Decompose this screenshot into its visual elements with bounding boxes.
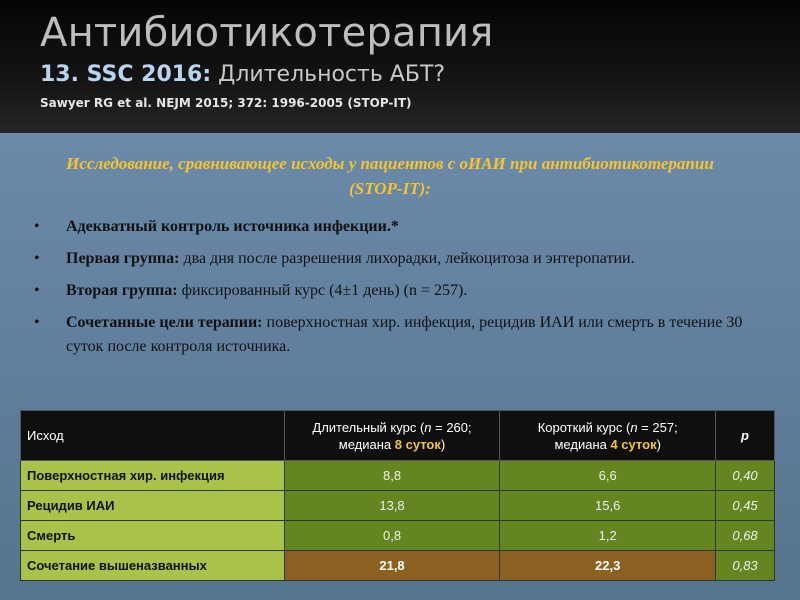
row-short-value: 6,6 bbox=[500, 461, 716, 491]
row-p-value: 0,68 bbox=[716, 521, 775, 551]
row-long-value: 21,8 bbox=[284, 551, 500, 581]
bullet-item bbox=[30, 279, 750, 303]
bullet-bold: Вторая группа: bbox=[66, 282, 178, 299]
row-p-value: 0,83 bbox=[716, 551, 775, 581]
table-row bbox=[21, 491, 775, 521]
results-table bbox=[20, 410, 775, 581]
table-row bbox=[21, 461, 775, 491]
row-long-value: 8,8 bbox=[284, 461, 500, 491]
row-label: Поверхностная хир. инфекция bbox=[21, 461, 285, 491]
row-p-value: 0,45 bbox=[716, 491, 775, 521]
table-row bbox=[21, 551, 775, 581]
row-short-value: 1,2 bbox=[500, 521, 716, 551]
row-short-value: 22,3 bbox=[500, 551, 716, 581]
bullet-item bbox=[30, 311, 750, 359]
row-long-value: 0,8 bbox=[284, 521, 500, 551]
study-heading: Исследование, сравнивающее исходы у пациентов с оИАИ при антибиотикотерапии (STOP-IT): bbox=[66, 154, 714, 198]
bullet-bold: Первая группа: bbox=[66, 250, 180, 267]
citation: Sawyer RG et al. NEJM 2015; 372: 1996-2005 (STOP-IT) bbox=[40, 96, 412, 110]
slide-subtitle bbox=[40, 62, 445, 87]
row-label: Рецидив ИАИ bbox=[21, 491, 285, 521]
header-short-course: Короткий курс (n = 257; медиана 4 суток) bbox=[500, 411, 716, 461]
bullet-bold: Адекватный контроль источника инфекции.* bbox=[66, 218, 399, 235]
bullet-text: поверхностная хир. инфекция, рецидив ИАИ или смерть в течение 30 суток после контроля источника. bbox=[66, 314, 743, 355]
slide-body bbox=[0, 133, 800, 600]
header-p: p bbox=[716, 411, 775, 461]
header-outcome: Исход bbox=[21, 411, 285, 461]
row-label: Сочетание вышеназванных bbox=[21, 551, 285, 581]
bullet-text: два дня после разрешения лихорадки, лейкоцитоза и энтеропатии. bbox=[179, 250, 635, 267]
subtitle-number: 13. SSC 2016: bbox=[40, 62, 212, 87]
header-long-course: Длительный курс (n = 260; медиана 8 суток) bbox=[284, 411, 500, 461]
table-header-row bbox=[21, 411, 775, 461]
bullet-text: фиксированный курс (4±1 день) (n = 257). bbox=[177, 282, 468, 299]
row-p-value: 0,40 bbox=[716, 461, 775, 491]
bullet-dot-icon: • bbox=[34, 314, 40, 331]
row-label: Смерть bbox=[21, 521, 285, 551]
row-long-value: 13,8 bbox=[284, 491, 500, 521]
slide-header bbox=[0, 0, 800, 133]
bullet-item bbox=[30, 215, 750, 239]
bullet-dot-icon: • bbox=[34, 218, 40, 235]
row-short-value: 15,6 bbox=[500, 491, 716, 521]
bullet-dot-icon: • bbox=[34, 282, 40, 299]
bullet-dot-icon: • bbox=[34, 250, 40, 267]
slide-title: Антибиотикотерапия bbox=[40, 10, 494, 56]
table-row bbox=[21, 521, 775, 551]
bullet-bold: Сочетанные цели терапии: bbox=[66, 314, 263, 331]
subtitle-text: Длительность АБТ? bbox=[211, 62, 446, 87]
bullet-list bbox=[30, 215, 750, 367]
bullet-item bbox=[30, 247, 750, 271]
